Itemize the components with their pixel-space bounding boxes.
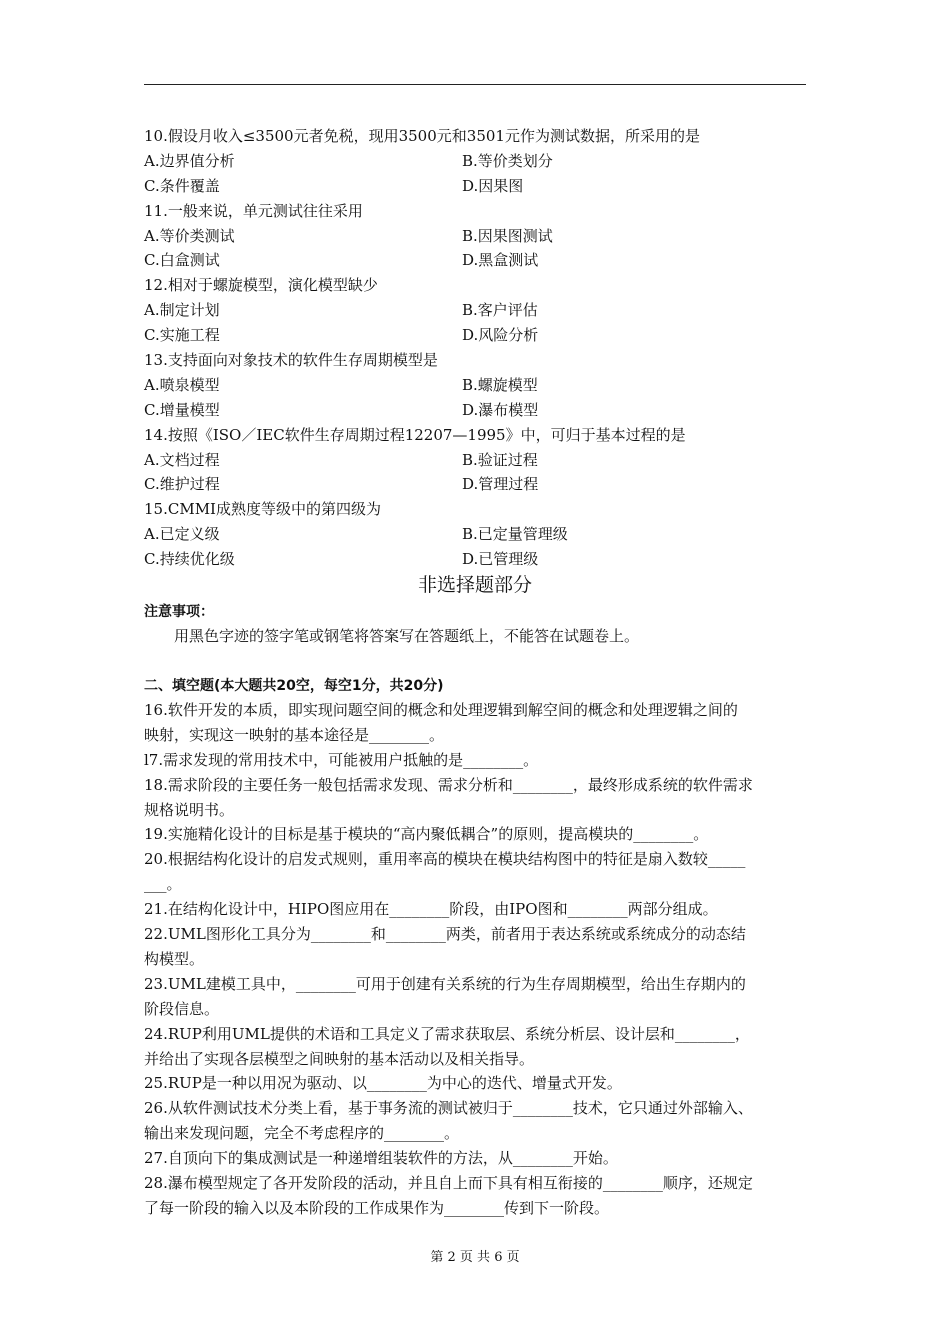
option-a: A.制定计划 xyxy=(144,301,220,320)
option-c: C.维护过程 xyxy=(144,475,220,494)
option-row xyxy=(144,373,806,398)
option-b: B.螺旋模型 xyxy=(462,375,538,394)
option-d: D.黑盒测试 xyxy=(462,251,539,270)
fill-in-line: 26.从软件测试技术分类上看，基于事务流的测试被归于________技术，它只通过外部输入、 xyxy=(144,1099,753,1118)
option-row xyxy=(144,522,806,547)
option-d: D.管理过程 xyxy=(462,475,539,494)
section-title: 非选择题部分 xyxy=(417,574,532,597)
fill-in-line: 20.根据结构化设计的启发式规则，重用率高的模块在模块结构图中的特征是扇入数较_____ xyxy=(144,850,746,869)
option-a: A.边界值分析 xyxy=(144,151,235,170)
fill-in-line: 28.瀑布模型规定了各开发阶段的活动，并且自上而下具有相互衔接的________顺序，还规定 xyxy=(144,1173,753,1192)
question-stem: 12.相对于螺旋模型，演化模型缺少 xyxy=(144,276,378,295)
question-stem: 10.假设月收入≤3500元者免税，现用3500元和3501元作为测试数据，所采用的是 xyxy=(144,127,700,145)
fill-in-line: 并给出了实现各层模型之间映射的基本活动以及相关指导。 xyxy=(144,1049,535,1068)
option-c: C.持续优化级 xyxy=(144,550,235,569)
question-stem: 11.一般来说，单元测试往往采用 xyxy=(144,201,363,220)
option-b: B.验证过程 xyxy=(462,450,538,469)
fill-in-line: 24.RUP利用UML提供的术语和工具定义了需求获取层、系统分析层、设计层和________， xyxy=(144,1024,750,1043)
fill-in-questions xyxy=(144,698,806,1221)
fill-in-heading: 二、填空题(本大题共20空，每空1分，共20分) xyxy=(144,678,444,695)
option-c: C.实施工程 xyxy=(144,326,220,345)
option-row xyxy=(144,448,806,473)
option-c: C.条件覆盖 xyxy=(144,176,220,195)
option-b: B.已定量管理级 xyxy=(462,525,568,544)
option-a: A.文档过程 xyxy=(144,450,220,469)
choice-questions xyxy=(144,124,806,572)
option-a: A.喷泉模型 xyxy=(144,375,220,394)
option-a: A.等价类测试 xyxy=(144,226,235,245)
fill-in-line: 22.UML图形化工具分为________和________两类，前者用于表达系统或系统成分的动态结 xyxy=(144,925,746,944)
option-row xyxy=(144,323,806,348)
fill-in-line: ___。 xyxy=(144,875,182,894)
fill-in-line: 23.UML建模工具中，________可用于创建有关系统的行为生存周期模型，给出生存期内的 xyxy=(144,974,746,993)
page-content xyxy=(144,124,806,1221)
option-row xyxy=(144,224,806,249)
option-c: C.增量模型 xyxy=(144,400,220,419)
option-row xyxy=(144,174,806,199)
fill-in-line: 输出来发现问题，完全不考虑程序的________。 xyxy=(144,1124,460,1143)
option-b: B.等价类划分 xyxy=(462,151,553,170)
option-d: D.已管理级 xyxy=(462,550,539,569)
page-footer: 第 2 页 共 6 页 xyxy=(430,1250,520,1265)
fill-in-line: 了每一阶段的输入以及本阶段的工作成果作为________传到下一阶段。 xyxy=(144,1198,610,1217)
fill-in-line: 18.需求阶段的主要任务一般包括需求发现、需求分析和________，最终形成系统的软件需求 xyxy=(144,775,753,794)
option-row xyxy=(144,298,806,323)
notice-label: 注意事项： xyxy=(144,604,214,621)
fill-in-line: l7.需求发现的常用技术中，可能被用户抵触的是________。 xyxy=(144,750,539,769)
option-c: C.白盒测试 xyxy=(144,251,220,270)
fill-in-line: 映射，实现这一映射的基本途径是________。 xyxy=(144,725,445,744)
option-d: D.瀑布模型 xyxy=(462,400,539,419)
question-stem: 13.支持面向对象技术的软件生存周期模型是 xyxy=(144,351,438,370)
spacer xyxy=(144,650,806,674)
fill-in-line: 19.实施精化设计的目标是基于模块的“高内聚低耦合”的原则，提高模块的________。 xyxy=(144,825,709,844)
top-rule xyxy=(144,84,806,85)
fill-in-line: 27.自顶向下的集成测试是一种递增组装软件的方法，从________开始。 xyxy=(144,1149,618,1168)
fill-in-line: 16.软件开发的本质，即实现问题空间的概念和处理逻辑到解空间的概念和处理逻辑之间的 xyxy=(144,701,738,720)
notice-text: 用黑色字迹的签字笔或钢笔将答案写在答题纸上，不能答在试题卷上。 xyxy=(174,627,640,646)
question-stem: 14.按照《ISO／IEC软件生存周期过程12207—1995》中，可归于基本过程的是 xyxy=(144,425,686,444)
option-row xyxy=(144,472,806,497)
option-b: B.因果图测试 xyxy=(462,226,553,245)
option-d: D.因果图 xyxy=(462,176,524,195)
option-row xyxy=(144,398,806,423)
option-row xyxy=(144,149,806,174)
fill-in-line: 构模型。 xyxy=(144,949,205,968)
option-a: A.已定义级 xyxy=(144,525,220,544)
fill-in-line: 规格说明书。 xyxy=(144,800,235,819)
option-b: B.客户评估 xyxy=(462,301,538,320)
option-row xyxy=(144,547,806,572)
question-stem: 15.CMMI成熟度等级中的第四级为 xyxy=(144,500,381,519)
fill-in-line: 25.RUP是一种以用况为驱动、以________为中心的迭代、增量式开发。 xyxy=(144,1074,622,1093)
option-row xyxy=(144,248,806,273)
option-d: D.风险分析 xyxy=(462,326,539,345)
fill-in-line: 21.在结构化设计中，HIPO图应用在________阶段，由IPO图和________两部分组成。 xyxy=(144,900,718,919)
fill-in-line: 阶段信息。 xyxy=(144,999,220,1018)
